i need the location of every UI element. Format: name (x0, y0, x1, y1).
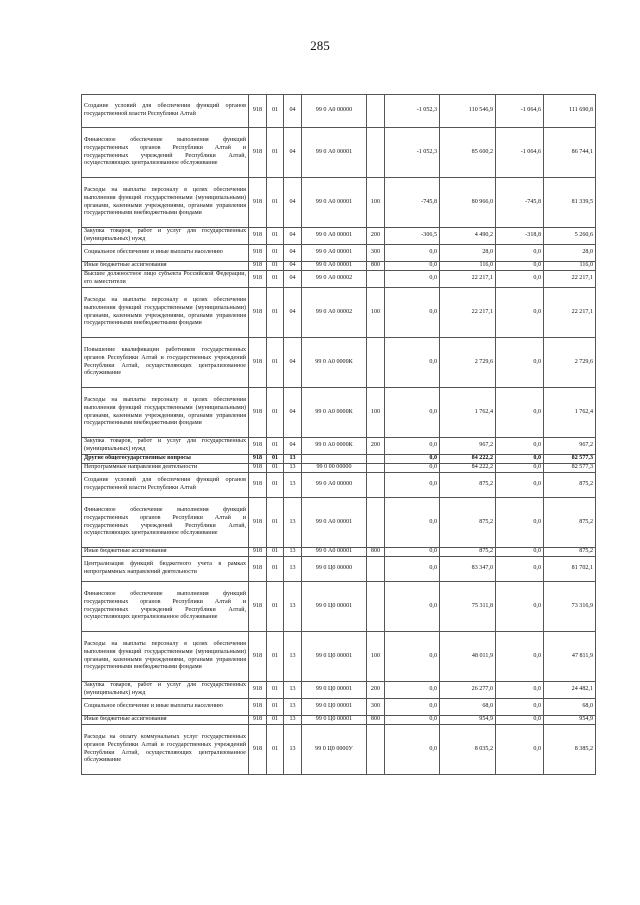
amount-change-2-cell: -1 064,6 (496, 95, 544, 128)
amount-change-1-cell: 0,0 (385, 699, 440, 716)
subsection-code-cell: 13 (284, 455, 302, 464)
amount-change-1-cell: 0,0 (385, 262, 440, 271)
amount-change-1-cell: 0,0 (385, 473, 440, 498)
amount-total-2-cell: 47 811,9 (544, 632, 596, 682)
amount-total-2-cell: 875,2 (544, 548, 596, 557)
table-row (82, 271, 596, 288)
row-name-cell: Финансовое обеспечение выполнения функций государственных органов Республики Алтай и государственных учреждений Республики Алтай, осуществляющих централизованное обслуживание (82, 128, 249, 178)
section-code-cell: 01 (267, 178, 284, 228)
amount-total-2-cell: 22 217,1 (544, 271, 596, 288)
expense-type-cell: 800 (367, 262, 385, 271)
row-name-cell: Создание условий для обеспечения функций органов государственной власти Республики Алтай (82, 473, 249, 498)
amount-total-1-cell: 1 762,4 (440, 388, 496, 438)
amount-total-1-cell: 875,2 (440, 473, 496, 498)
amount-change-2-cell: -1 064,6 (496, 128, 544, 178)
amount-change-1-cell: 0,0 (385, 725, 440, 775)
amount-change-2-cell: 0,0 (496, 682, 544, 699)
row-name-cell: Расходы на выплаты персоналу в целях обеспечения выполнения функций государственными (муниципальными) органами, казенными учреждениями, органами управления государственными внебюджетными фондами (82, 288, 249, 338)
amount-total-2-cell: 82 577,3 (544, 455, 596, 464)
amount-total-1-cell: 22 217,1 (440, 271, 496, 288)
table-row (82, 682, 596, 699)
budget-table (81, 94, 596, 775)
amount-change-1-cell: -1 052,3 (385, 128, 440, 178)
amount-total-2-cell: 28,0 (544, 245, 596, 262)
row-name-cell: Финансовое обеспечение выполнения функций государственных органов Республики Алтай и государственных учреждений Республики Алтай, осуществляющих централизованное обслуживание (82, 498, 249, 548)
amount-change-2-cell: -318,8 (496, 228, 544, 245)
amount-change-1-cell: 0,0 (385, 338, 440, 388)
row-name-cell: Расходы на выплаты персоналу в целях обеспечения выполнения функций государственными (муниципальными) органами, казенными учреждениями, органами управления государственными внебюджетными фондами (82, 178, 249, 228)
section-code-cell: 01 (267, 438, 284, 455)
amount-change-2-cell: 0,0 (496, 548, 544, 557)
amount-change-1-cell: 0,0 (385, 288, 440, 338)
ved-code-cell: 918 (249, 262, 267, 271)
amount-change-2-cell: 0,0 (496, 632, 544, 682)
row-name-cell: Закупка товаров, работ и услуг для государственных (муниципальных) нужд (82, 682, 249, 699)
amount-total-2-cell: 2 729,6 (544, 338, 596, 388)
section-code-cell: 01 (267, 388, 284, 438)
amount-change-2-cell: 0,0 (496, 725, 544, 775)
subsection-code-cell: 13 (284, 682, 302, 699)
expense-type-cell (367, 338, 385, 388)
amount-change-2-cell: 0,0 (496, 338, 544, 388)
amount-total-1-cell: 75 311,8 (440, 582, 496, 632)
target-article-cell: 99 0 А0 00001 (302, 128, 367, 178)
section-code-cell: 01 (267, 548, 284, 557)
section-code-cell: 01 (267, 338, 284, 388)
amount-total-2-cell: 24 482,1 (544, 682, 596, 699)
expense-type-cell (367, 271, 385, 288)
amount-change-1-cell: 0,0 (385, 388, 440, 438)
expense-type-cell: 100 (367, 178, 385, 228)
expense-type-cell: 300 (367, 245, 385, 262)
expense-type-cell: 100 (367, 288, 385, 338)
amount-total-1-cell: 875,2 (440, 498, 496, 548)
subsection-code-cell: 04 (284, 228, 302, 245)
table-row (82, 438, 596, 455)
section-code-cell: 01 (267, 699, 284, 716)
amount-total-1-cell: 68,0 (440, 699, 496, 716)
table-row (82, 557, 596, 582)
amount-change-1-cell: -1 052,3 (385, 95, 440, 128)
target-article-cell: 99 0 А0 00000 (302, 473, 367, 498)
amount-total-1-cell: 954,9 (440, 716, 496, 725)
amount-change-1-cell: 0,0 (385, 455, 440, 464)
amount-total-2-cell: 111 690,8 (544, 95, 596, 128)
target-article-cell: 99 0 Ц0 00001 (302, 699, 367, 716)
amount-total-2-cell: 967,2 (544, 438, 596, 455)
amount-change-1-cell: 0,0 (385, 245, 440, 262)
section-code-cell: 01 (267, 245, 284, 262)
amount-total-2-cell: 86 744,1 (544, 128, 596, 178)
table-row (82, 473, 596, 498)
amount-change-1-cell: -745,8 (385, 178, 440, 228)
amount-change-2-cell: 0,0 (496, 271, 544, 288)
amount-total-2-cell: 81 339,5 (544, 178, 596, 228)
table-row (82, 699, 596, 716)
budget-table-body (82, 95, 596, 775)
target-article-cell: 99 0 А0 00000 (302, 95, 367, 128)
amount-change-2-cell: 0,0 (496, 438, 544, 455)
amount-change-1-cell: 0,0 (385, 498, 440, 548)
table-row (82, 228, 596, 245)
amount-change-1-cell: 0,0 (385, 438, 440, 455)
subsection-code-cell: 13 (284, 725, 302, 775)
amount-change-2-cell: 0,0 (496, 262, 544, 271)
amount-change-1-cell: 0,0 (385, 271, 440, 288)
subsection-code-cell: 13 (284, 557, 302, 582)
target-article-cell: 99 0 Ц0 00001 (302, 582, 367, 632)
ved-code-cell: 918 (249, 699, 267, 716)
table-row (82, 338, 596, 388)
ved-code-cell: 918 (249, 228, 267, 245)
section-code-cell: 01 (267, 632, 284, 682)
amount-total-2-cell: 68,0 (544, 699, 596, 716)
amount-change-1-cell: 0,0 (385, 548, 440, 557)
ved-code-cell: 918 (249, 178, 267, 228)
target-article-cell: 99 0 Ц0 00001 (302, 632, 367, 682)
table-row (82, 548, 596, 557)
table-row (82, 262, 596, 271)
amount-total-1-cell: 967,2 (440, 438, 496, 455)
ved-code-cell: 918 (249, 245, 267, 262)
row-name-cell: Закупка товаров, работ и услуг для государственных (муниципальных) нужд (82, 228, 249, 245)
expense-type-cell: 800 (367, 716, 385, 725)
amount-total-2-cell: 82 577,3 (544, 464, 596, 473)
ved-code-cell: 918 (249, 632, 267, 682)
amount-change-2-cell: 0,0 (496, 245, 544, 262)
ved-code-cell: 918 (249, 438, 267, 455)
amount-total-1-cell: 4 490,2 (440, 228, 496, 245)
row-name-cell: Высшее должностное лицо субъекта Российской Федерации, его заместители (82, 271, 249, 288)
table-row (82, 725, 596, 775)
subsection-code-cell: 04 (284, 245, 302, 262)
row-name-cell: Социальное обеспечение и иные выплаты населению (82, 245, 249, 262)
subsection-code-cell: 13 (284, 473, 302, 498)
target-article-cell: 99 0 Ц0 0000У (302, 725, 367, 775)
amount-total-1-cell: 84 222,2 (440, 464, 496, 473)
expense-type-cell (367, 557, 385, 582)
ved-code-cell: 918 (249, 582, 267, 632)
amount-total-2-cell: 875,2 (544, 498, 596, 548)
amount-change-1-cell: 0,0 (385, 582, 440, 632)
section-code-cell: 01 (267, 582, 284, 632)
row-name-cell: Иные бюджетные ассигнования (82, 716, 249, 725)
amount-change-2-cell: 0,0 (496, 699, 544, 716)
page-number: 285 (310, 38, 330, 53)
subsection-code-cell: 04 (284, 288, 302, 338)
amount-change-1-cell: 0,0 (385, 464, 440, 473)
subsection-code-cell: 04 (284, 95, 302, 128)
target-article-cell: 99 0 А0 0000К (302, 338, 367, 388)
amount-change-1-cell: 0,0 (385, 632, 440, 682)
expense-type-cell (367, 725, 385, 775)
amount-change-2-cell: 0,0 (496, 388, 544, 438)
table-row (82, 245, 596, 262)
table-row (82, 464, 596, 473)
target-article-cell: 99 0 А0 0000К (302, 438, 367, 455)
ved-code-cell: 918 (249, 388, 267, 438)
row-name-cell: Другие общегосударственные вопросы (82, 455, 249, 464)
target-article-cell: 99 0 А0 0000К (302, 388, 367, 438)
ved-code-cell: 918 (249, 557, 267, 582)
target-article-cell: 99 0 А0 00001 (302, 178, 367, 228)
target-article-cell: 99 0 Ц0 00001 (302, 716, 367, 725)
row-name-cell: Централизация функций бюджетного учета в рамках непрограммных направлений деятельности (82, 557, 249, 582)
ved-code-cell: 918 (249, 95, 267, 128)
section-code-cell: 01 (267, 95, 284, 128)
amount-change-2-cell: 0,0 (496, 557, 544, 582)
section-code-cell: 01 (267, 262, 284, 271)
amount-total-2-cell: 22 217,1 (544, 288, 596, 338)
expense-type-cell (367, 473, 385, 498)
amount-change-2-cell: 0,0 (496, 464, 544, 473)
table-row (82, 498, 596, 548)
subsection-code-cell: 04 (284, 178, 302, 228)
row-name-cell: Расходы на оплату коммунальных услуг государственных органов Республики Алтай и государственных учреждений Республики Алтай, осуществляющих централизованное обслуживание (82, 725, 249, 775)
row-name-cell: Закупка товаров, работ и услуг для государственных (муниципальных) нужд (82, 438, 249, 455)
amount-total-1-cell: 26 277,0 (440, 682, 496, 699)
amount-change-1-cell: 0,0 (385, 557, 440, 582)
ved-code-cell: 918 (249, 455, 267, 464)
amount-total-2-cell: 5 260,6 (544, 228, 596, 245)
section-code-cell: 01 (267, 128, 284, 178)
subsection-code-cell: 04 (284, 388, 302, 438)
section-code-cell: 01 (267, 473, 284, 498)
ved-code-cell: 918 (249, 498, 267, 548)
table-row (82, 288, 596, 338)
amount-total-1-cell: 28,0 (440, 245, 496, 262)
amount-total-1-cell: 116,0 (440, 262, 496, 271)
row-name-cell: Создание условий для обеспечения функций органов государственной власти Республики Алтай (82, 95, 249, 128)
row-name-cell: Иные бюджетные ассигнования (82, 262, 249, 271)
ved-code-cell: 918 (249, 725, 267, 775)
target-article-cell: 99 0 А0 00001 (302, 245, 367, 262)
amount-change-1-cell: -306,5 (385, 228, 440, 245)
target-article-cell: 99 0 А0 00002 (302, 271, 367, 288)
expense-type-cell (367, 464, 385, 473)
section-code-cell: 01 (267, 464, 284, 473)
row-name-cell: Повышение квалификации работников государственных органов Республики Алтай и государственных учреждений Республики Алтай, осуществляющих централизованное обслуживание (82, 338, 249, 388)
ved-code-cell: 918 (249, 128, 267, 178)
amount-total-2-cell: 1 762,4 (544, 388, 596, 438)
section-code-cell: 01 (267, 498, 284, 548)
subsection-code-cell: 13 (284, 548, 302, 557)
amount-total-1-cell: 2 729,6 (440, 338, 496, 388)
target-article-cell: 99 0 А0 00001 (302, 498, 367, 548)
section-code-cell: 01 (267, 271, 284, 288)
expense-type-cell: 300 (367, 699, 385, 716)
amount-change-2-cell: 0,0 (496, 473, 544, 498)
row-name-cell: Непрограммные направления деятельности (82, 464, 249, 473)
table-row (82, 95, 596, 128)
subsection-code-cell: 13 (284, 582, 302, 632)
subsection-code-cell: 13 (284, 632, 302, 682)
expense-type-cell (367, 128, 385, 178)
amount-total-1-cell: 48 011,9 (440, 632, 496, 682)
amount-change-2-cell: -745,8 (496, 178, 544, 228)
amount-change-2-cell: 0,0 (496, 716, 544, 725)
expense-type-cell: 100 (367, 388, 385, 438)
amount-total-1-cell: 8 035,2 (440, 725, 496, 775)
amount-total-2-cell: 8 385,2 (544, 725, 596, 775)
expense-type-cell (367, 455, 385, 464)
amount-total-1-cell: 110 546,9 (440, 95, 496, 128)
expense-type-cell (367, 582, 385, 632)
target-article-cell: 99 0 Ц0 00000 (302, 557, 367, 582)
expense-type-cell: 100 (367, 632, 385, 682)
table-row (82, 128, 596, 178)
ved-code-cell: 918 (249, 338, 267, 388)
amount-change-2-cell: 0,0 (496, 498, 544, 548)
section-code-cell: 01 (267, 455, 284, 464)
amount-total-2-cell: 73 316,9 (544, 582, 596, 632)
target-article-cell (302, 455, 367, 464)
amount-change-2-cell: 0,0 (496, 288, 544, 338)
table-row (82, 388, 596, 438)
target-article-cell: 99 0 Ц0 00001 (302, 682, 367, 699)
subsection-code-cell: 04 (284, 271, 302, 288)
section-code-cell: 01 (267, 716, 284, 725)
amount-total-2-cell: 81 702,1 (544, 557, 596, 582)
subsection-code-cell: 13 (284, 498, 302, 548)
target-article-cell: 99 0 А0 00001 (302, 548, 367, 557)
expense-type-cell (367, 95, 385, 128)
amount-total-1-cell: 22 217,1 (440, 288, 496, 338)
row-name-cell: Финансовое обеспечение выполнения функций государственных органов Республики Алтай и государственных учреждений Республики Алтай, осуществляющих централизованное обслуживание (82, 582, 249, 632)
target-article-cell: 99 0 А0 00001 (302, 228, 367, 245)
table-row (82, 716, 596, 725)
expense-type-cell: 800 (367, 548, 385, 557)
ved-code-cell: 918 (249, 288, 267, 338)
target-article-cell: 99 0 А0 00001 (302, 262, 367, 271)
ved-code-cell: 918 (249, 271, 267, 288)
row-name-cell: Расходы на выплаты персоналу в целях обеспечения выполнения функций государственными (муниципальными) органами, казенными учреждениями, органами управления государственными внебюджетными фондами (82, 388, 249, 438)
section-code-cell: 01 (267, 725, 284, 775)
expense-type-cell (367, 498, 385, 548)
row-name-cell: Расходы на выплаты персоналу в целях обеспечения выполнения функций государственными (муниципальными) органами, казенными учреждениями, органами управления государственными внебюджетными фондами (82, 632, 249, 682)
amount-total-1-cell: 80 966,0 (440, 178, 496, 228)
amount-change-2-cell: 0,0 (496, 582, 544, 632)
subsection-code-cell: 04 (284, 438, 302, 455)
section-code-cell: 01 (267, 557, 284, 582)
ved-code-cell: 918 (249, 716, 267, 725)
amount-total-1-cell: 85 600,2 (440, 128, 496, 178)
row-name-cell: Социальное обеспечение и иные выплаты населению (82, 699, 249, 716)
subsection-code-cell: 13 (284, 464, 302, 473)
subsection-code-cell: 04 (284, 338, 302, 388)
section-code-cell: 01 (267, 682, 284, 699)
table-row (82, 582, 596, 632)
expense-type-cell: 200 (367, 228, 385, 245)
ved-code-cell: 918 (249, 548, 267, 557)
row-name-cell: Иные бюджетные ассигнования (82, 548, 249, 557)
amount-total-1-cell: 83 347,0 (440, 557, 496, 582)
subsection-code-cell: 04 (284, 262, 302, 271)
target-article-cell: 99 0 А0 00002 (302, 288, 367, 338)
section-code-cell: 01 (267, 228, 284, 245)
subsection-code-cell: 04 (284, 128, 302, 178)
table-row (82, 178, 596, 228)
amount-change-1-cell: 0,0 (385, 716, 440, 725)
amount-total-2-cell: 954,9 (544, 716, 596, 725)
subsection-code-cell: 13 (284, 699, 302, 716)
amount-change-1-cell: 0,0 (385, 682, 440, 699)
section-code-cell: 01 (267, 288, 284, 338)
amount-total-1-cell: 84 222,2 (440, 455, 496, 464)
ved-code-cell: 918 (249, 464, 267, 473)
ved-code-cell: 918 (249, 473, 267, 498)
subsection-code-cell: 13 (284, 716, 302, 725)
expense-type-cell: 200 (367, 438, 385, 455)
amount-total-2-cell: 116,0 (544, 262, 596, 271)
amount-change-2-cell: 0,0 (496, 455, 544, 464)
expense-type-cell: 200 (367, 682, 385, 699)
table-row (82, 632, 596, 682)
table-row (82, 455, 596, 464)
target-article-cell: 99 0 00 00000 (302, 464, 367, 473)
amount-total-2-cell: 875,2 (544, 473, 596, 498)
amount-total-1-cell: 875,2 (440, 548, 496, 557)
ved-code-cell: 918 (249, 682, 267, 699)
